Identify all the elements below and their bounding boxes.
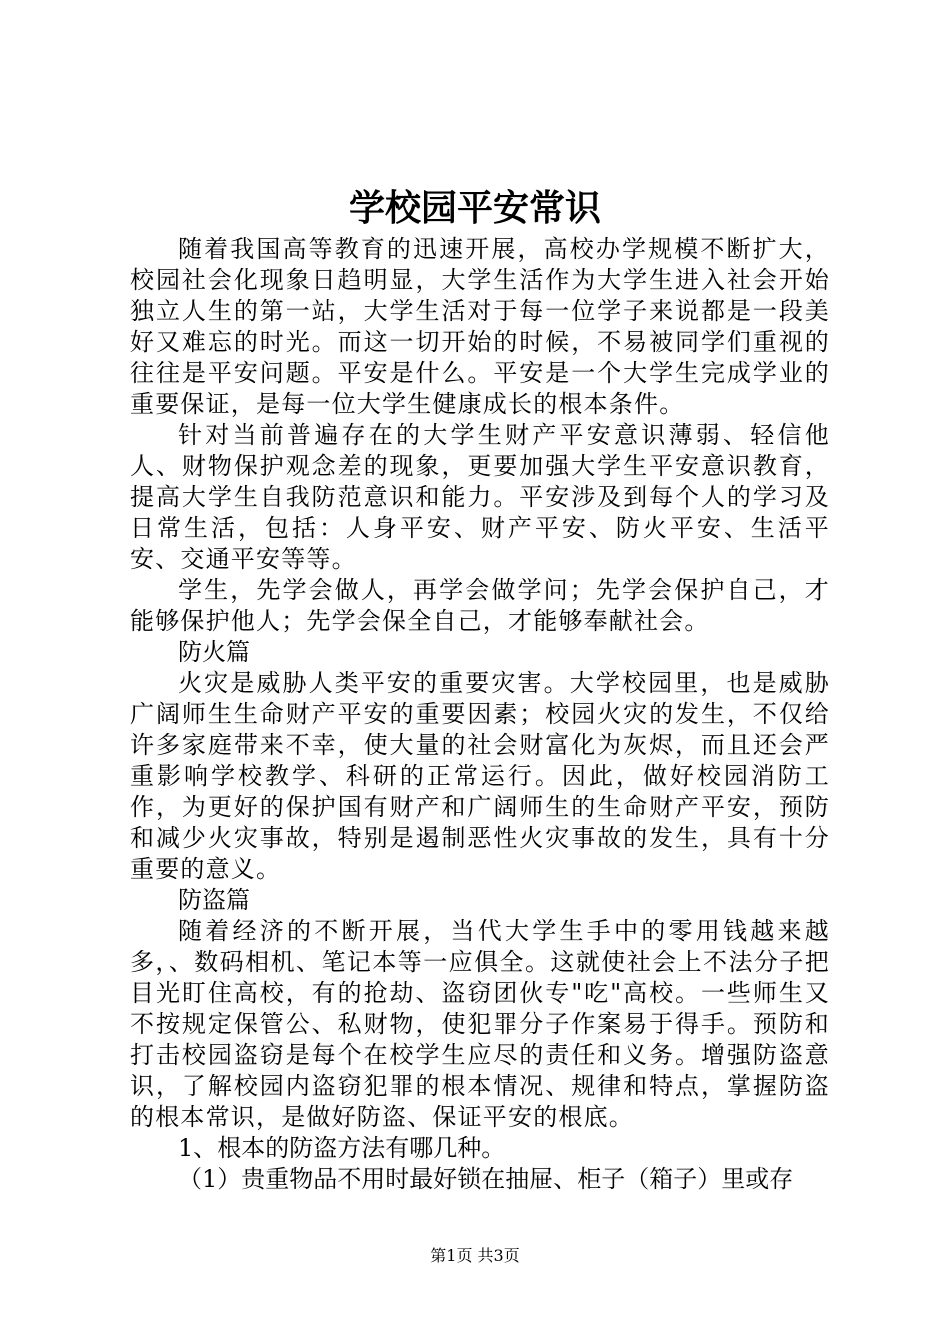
intro-paragraph-1: 随着我国高等教育的迅速开展，高校办学规模不断扩大，校园社会化现象日趋明显，大学生活作为大学生进入社会开始独立人生的第一站，大学生活对于每一位学子来说都是一段美好又难忘的时光。而这一切开始的时候，不易被同学们重视的往往是平安问题。平安是什么。平安是一个大学生完成学业的重要保证，是每一位大学生健康成长的根本条件。 xyxy=(130,235,830,418)
document-body xyxy=(130,234,830,1195)
intro-paragraph-2: 针对当前普遍存在的大学生财产平安意识薄弱、轻信他人、财物保护观念差的现象，更要加强大学生平安意识教育，提高大学生自我防范意识和能力。平安涉及到每个人的学习及日常生活，包括：人身平安、财产平安、防火平安、生活平安、交通平安等等。 xyxy=(130,421,830,573)
theft-section-heading: 防盗篇 xyxy=(178,886,250,914)
document-title: 学校园平安常识 xyxy=(348,187,601,229)
fire-section-paragraph: 火灾是威胁人类平安的重要灾害。大学校园里，也是威胁广阔师生生命财产平安的重要因素；校园火灾的发生，不仅给许多家庭带来不幸，使大量的社会财富化为灰烬，而且还会严重影响学校教学、科研的正常运行。因此，做好校园消防工作，为更好的保护国有财产和广阔师生的生命财产平安，预防和减少火灾事故，特别是遏制恶性火灾事故的发生，具有十分重要的意义。 xyxy=(130,669,830,883)
intro-paragraph-3: 学生，先学会做人，再学会做学问；先学会保护自己，才能够保护他人；先学会保全自己，才能够奉献社会。 xyxy=(130,576,830,635)
fire-section-heading: 防火篇 xyxy=(178,638,250,666)
theft-list-item: （1）贵重物品不用时最好锁在抽屉、柜子（箱子）里或存 xyxy=(178,1165,794,1193)
theft-subheading: 1、根本的防盗方法有哪几种。 xyxy=(178,1134,506,1162)
theft-section-paragraph: 随着经济的不断开展，当代大学生手中的零用钱越来越多，、数码相机、笔记本等一应俱全。这就使社会上不法分子把目光盯住高校，有的抢劫、盗窃团伙专"吃"高校。一些师生又不按规定保管公、私财物，使犯罪分子作案易于得手。预防和打击校园盗窃是每个在校学生应尽的责任和义务。增强防盗意识，了解校园内盗窃犯罪的根本情况、规律和特点，掌握防盗的根本常识，是做好防盗、保证平安的根底。 xyxy=(130,917,830,1131)
page-footer: 第1页 共3页 xyxy=(430,1246,520,1265)
